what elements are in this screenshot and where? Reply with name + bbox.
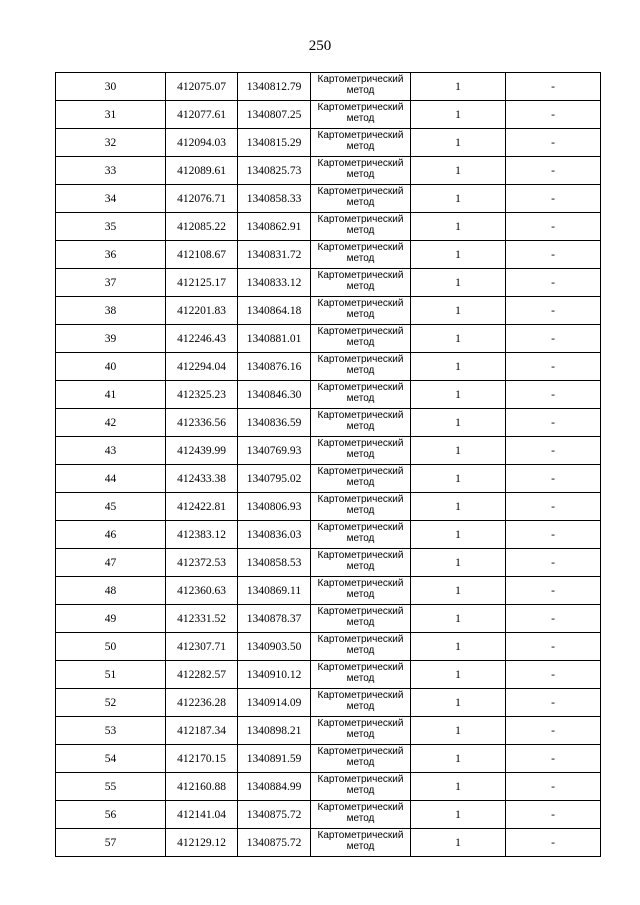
note-cell: - (506, 381, 601, 409)
method-cell (311, 437, 411, 465)
method-cell (311, 801, 411, 829)
method-text-line1: Картометрический (317, 270, 404, 281)
note-cell: - (506, 521, 601, 549)
point-number-cell: 54 (56, 745, 166, 773)
y-coordinate-cell: 1340831.72 (238, 241, 311, 269)
method-text-line2: метод (346, 561, 375, 572)
table-row (56, 493, 601, 521)
method-text-line1: Картометрический (317, 522, 404, 533)
method-text-line1: Картометрический (317, 718, 404, 729)
method-text-line2: метод (346, 365, 375, 376)
note-cell: - (506, 549, 601, 577)
x-coordinate-cell: 412433.38 (166, 465, 238, 493)
accuracy-cell: 1 (411, 381, 506, 409)
point-number-cell: 56 (56, 801, 166, 829)
x-coordinate-cell: 412201.83 (166, 297, 238, 325)
method-text-line1: Картометрический (317, 354, 404, 365)
method-cell (311, 773, 411, 801)
method-text-line1: Картометрический (317, 130, 404, 141)
method-text-line2: метод (346, 85, 375, 96)
table-row (56, 241, 601, 269)
page-number: 250 (308, 38, 332, 54)
y-coordinate-cell: 1340812.79 (238, 73, 311, 101)
note-cell: - (506, 353, 601, 381)
x-coordinate-cell: 412085.22 (166, 213, 238, 241)
note-cell: - (506, 633, 601, 661)
method-cell (311, 381, 411, 409)
x-coordinate-cell: 412372.53 (166, 549, 238, 577)
method-cell (311, 157, 411, 185)
method-cell (311, 269, 411, 297)
accuracy-cell: 1 (411, 549, 506, 577)
method-text-line2: метод (346, 113, 375, 124)
accuracy-cell: 1 (411, 241, 506, 269)
table-row (56, 577, 601, 605)
y-coordinate-cell: 1340836.59 (238, 409, 311, 437)
note-cell: - (506, 437, 601, 465)
method-text-line1: Картометрический (317, 494, 404, 505)
accuracy-cell: 1 (411, 353, 506, 381)
note-cell: - (506, 73, 601, 101)
note-cell: - (506, 325, 601, 353)
method-text-line2: метод (346, 813, 375, 824)
method-text-line2: метод (346, 533, 375, 544)
x-coordinate-cell: 412125.17 (166, 269, 238, 297)
accuracy-cell: 1 (411, 437, 506, 465)
method-text-line1: Картометрический (317, 802, 404, 813)
table-row (56, 717, 601, 745)
point-number-cell: 31 (56, 101, 166, 129)
method-text-line1: Картометрический (317, 606, 404, 617)
note-cell: - (506, 297, 601, 325)
method-text-line1: Картометрический (317, 242, 404, 253)
coordinates-table (55, 72, 601, 857)
x-coordinate-cell: 412360.63 (166, 577, 238, 605)
table-row (56, 381, 601, 409)
method-text-line2: метод (346, 337, 375, 348)
table-row (56, 101, 601, 129)
method-cell (311, 633, 411, 661)
accuracy-cell: 1 (411, 801, 506, 829)
point-number-cell: 55 (56, 773, 166, 801)
y-coordinate-cell: 1340769.93 (238, 437, 311, 465)
point-number-cell: 43 (56, 437, 166, 465)
x-coordinate-cell: 412439.99 (166, 437, 238, 465)
note-cell: - (506, 465, 601, 493)
y-coordinate-cell: 1340825.73 (238, 157, 311, 185)
note-cell: - (506, 801, 601, 829)
x-coordinate-cell: 412170.15 (166, 745, 238, 773)
x-coordinate-cell: 412336.56 (166, 409, 238, 437)
note-cell: - (506, 129, 601, 157)
method-cell (311, 297, 411, 325)
point-number-cell: 51 (56, 661, 166, 689)
x-coordinate-cell: 412294.04 (166, 353, 238, 381)
x-coordinate-cell: 412236.28 (166, 689, 238, 717)
point-number-cell: 40 (56, 353, 166, 381)
method-text-line2: метод (346, 309, 375, 320)
x-coordinate-cell: 412141.04 (166, 801, 238, 829)
note-cell: - (506, 185, 601, 213)
method-cell (311, 73, 411, 101)
table-body (56, 73, 601, 857)
accuracy-cell: 1 (411, 745, 506, 773)
method-text-line1: Картометрический (317, 662, 404, 673)
table-row (56, 437, 601, 465)
table-row (56, 213, 601, 241)
point-number-cell: 37 (56, 269, 166, 297)
accuracy-cell: 1 (411, 101, 506, 129)
method-text-line2: метод (346, 701, 375, 712)
method-cell (311, 689, 411, 717)
method-cell (311, 213, 411, 241)
point-number-cell: 34 (56, 185, 166, 213)
method-cell (311, 717, 411, 745)
method-text-line2: метод (346, 477, 375, 488)
method-text-line2: метод (346, 673, 375, 684)
accuracy-cell: 1 (411, 493, 506, 521)
point-number-cell: 47 (56, 549, 166, 577)
method-text-line2: метод (346, 785, 375, 796)
method-text-line1: Картометрический (317, 634, 404, 645)
y-coordinate-cell: 1340869.11 (238, 577, 311, 605)
x-coordinate-cell: 412076.71 (166, 185, 238, 213)
method-cell (311, 241, 411, 269)
method-text-line1: Картометрический (317, 102, 404, 113)
table-row (56, 745, 601, 773)
y-coordinate-cell: 1340862.91 (238, 213, 311, 241)
table-row (56, 269, 601, 297)
table-row (56, 157, 601, 185)
method-cell (311, 493, 411, 521)
method-cell (311, 577, 411, 605)
method-text-line1: Картометрический (317, 690, 404, 701)
y-coordinate-cell: 1340903.50 (238, 633, 311, 661)
note-cell: - (506, 157, 601, 185)
method-text-line1: Картометрический (317, 830, 404, 841)
accuracy-cell: 1 (411, 409, 506, 437)
method-cell (311, 353, 411, 381)
note-cell: - (506, 689, 601, 717)
point-number-cell: 38 (56, 297, 166, 325)
x-coordinate-cell: 412187.34 (166, 717, 238, 745)
method-text-line1: Картометрический (317, 438, 404, 449)
point-number-cell: 49 (56, 605, 166, 633)
x-coordinate-cell: 412325.23 (166, 381, 238, 409)
method-text-line1: Картометрический (317, 578, 404, 589)
method-text-line2: метод (346, 841, 375, 852)
method-text-line1: Картометрический (317, 214, 404, 225)
accuracy-cell: 1 (411, 157, 506, 185)
table-row (56, 325, 601, 353)
accuracy-cell: 1 (411, 325, 506, 353)
y-coordinate-cell: 1340875.72 (238, 801, 311, 829)
accuracy-cell: 1 (411, 465, 506, 493)
method-cell (311, 129, 411, 157)
table-row (56, 633, 601, 661)
note-cell: - (506, 661, 601, 689)
y-coordinate-cell: 1340806.93 (238, 493, 311, 521)
table-row (56, 773, 601, 801)
x-coordinate-cell: 412383.12 (166, 521, 238, 549)
method-text-line1: Картометрический (317, 550, 404, 561)
table-row (56, 801, 601, 829)
x-coordinate-cell: 412077.61 (166, 101, 238, 129)
point-number-cell: 30 (56, 73, 166, 101)
y-coordinate-cell: 1340876.16 (238, 353, 311, 381)
method-text-line1: Картометрический (317, 158, 404, 169)
note-cell: - (506, 409, 601, 437)
method-text-line1: Картометрический (317, 326, 404, 337)
method-text-line2: метод (346, 589, 375, 600)
note-cell: - (506, 577, 601, 605)
table-row (56, 73, 601, 101)
y-coordinate-cell: 1340875.72 (238, 829, 311, 857)
point-number-cell: 42 (56, 409, 166, 437)
note-cell: - (506, 241, 601, 269)
accuracy-cell: 1 (411, 73, 506, 101)
note-cell: - (506, 745, 601, 773)
y-coordinate-cell: 1340864.18 (238, 297, 311, 325)
method-text-line2: метод (346, 141, 375, 152)
method-cell (311, 325, 411, 353)
method-text-line1: Картометрический (317, 186, 404, 197)
y-coordinate-cell: 1340815.29 (238, 129, 311, 157)
x-coordinate-cell: 412282.57 (166, 661, 238, 689)
method-text-line2: метод (346, 225, 375, 236)
point-number-cell: 52 (56, 689, 166, 717)
method-text-line2: метод (346, 169, 375, 180)
method-text-line1: Картометрический (317, 466, 404, 477)
table-row (56, 605, 601, 633)
method-text-line2: метод (346, 197, 375, 208)
y-coordinate-cell: 1340878.37 (238, 605, 311, 633)
accuracy-cell: 1 (411, 661, 506, 689)
note-cell: - (506, 269, 601, 297)
y-coordinate-cell: 1340833.12 (238, 269, 311, 297)
table-row (56, 297, 601, 325)
accuracy-cell: 1 (411, 829, 506, 857)
point-number-cell: 53 (56, 717, 166, 745)
method-text-line2: метод (346, 617, 375, 628)
method-cell (311, 521, 411, 549)
accuracy-cell: 1 (411, 521, 506, 549)
note-cell: - (506, 605, 601, 633)
method-cell (311, 409, 411, 437)
y-coordinate-cell: 1340836.03 (238, 521, 311, 549)
point-number-cell: 50 (56, 633, 166, 661)
method-cell (311, 605, 411, 633)
method-text-line2: метод (346, 729, 375, 740)
y-coordinate-cell: 1340898.21 (238, 717, 311, 745)
x-coordinate-cell: 412108.67 (166, 241, 238, 269)
method-text-line1: Картометрический (317, 410, 404, 421)
method-cell (311, 829, 411, 857)
table-row (56, 353, 601, 381)
table-row (56, 661, 601, 689)
y-coordinate-cell: 1340910.12 (238, 661, 311, 689)
note-cell: - (506, 773, 601, 801)
point-number-cell: 46 (56, 521, 166, 549)
method-text-line1: Картометрический (317, 382, 404, 393)
accuracy-cell: 1 (411, 773, 506, 801)
table-row (56, 409, 601, 437)
method-cell (311, 661, 411, 689)
y-coordinate-cell: 1340807.25 (238, 101, 311, 129)
method-text-line1: Картометрический (317, 298, 404, 309)
method-text-line1: Картометрический (317, 74, 404, 85)
accuracy-cell: 1 (411, 717, 506, 745)
method-text-line1: Картометрический (317, 746, 404, 757)
table-row (56, 829, 601, 857)
x-coordinate-cell: 412075.07 (166, 73, 238, 101)
method-text-line2: метод (346, 253, 375, 264)
point-number-cell: 41 (56, 381, 166, 409)
accuracy-cell: 1 (411, 213, 506, 241)
point-number-cell: 32 (56, 129, 166, 157)
note-cell: - (506, 829, 601, 857)
x-coordinate-cell: 412094.03 (166, 129, 238, 157)
table-row (56, 129, 601, 157)
point-number-cell: 48 (56, 577, 166, 605)
accuracy-cell: 1 (411, 633, 506, 661)
y-coordinate-cell: 1340858.33 (238, 185, 311, 213)
y-coordinate-cell: 1340846.30 (238, 381, 311, 409)
point-number-cell: 44 (56, 465, 166, 493)
note-cell: - (506, 101, 601, 129)
point-number-cell: 35 (56, 213, 166, 241)
y-coordinate-cell: 1340891.59 (238, 745, 311, 773)
y-coordinate-cell: 1340858.53 (238, 549, 311, 577)
note-cell: - (506, 717, 601, 745)
method-cell (311, 185, 411, 213)
method-cell (311, 465, 411, 493)
table-row (56, 465, 601, 493)
y-coordinate-cell: 1340881.01 (238, 325, 311, 353)
method-cell (311, 101, 411, 129)
x-coordinate-cell: 412246.43 (166, 325, 238, 353)
x-coordinate-cell: 412089.61 (166, 157, 238, 185)
accuracy-cell: 1 (411, 185, 506, 213)
x-coordinate-cell: 412160.88 (166, 773, 238, 801)
method-text-line2: метод (346, 645, 375, 656)
note-cell: - (506, 493, 601, 521)
x-coordinate-cell: 412422.81 (166, 493, 238, 521)
note-cell: - (506, 213, 601, 241)
table-row (56, 549, 601, 577)
x-coordinate-cell: 412307.71 (166, 633, 238, 661)
x-coordinate-cell: 412331.52 (166, 605, 238, 633)
method-cell (311, 549, 411, 577)
y-coordinate-cell: 1340914.09 (238, 689, 311, 717)
method-text-line2: метод (346, 505, 375, 516)
method-text-line1: Картометрический (317, 774, 404, 785)
accuracy-cell: 1 (411, 577, 506, 605)
method-text-line2: метод (346, 449, 375, 460)
method-text-line2: метод (346, 421, 375, 432)
table-row (56, 689, 601, 717)
method-cell (311, 745, 411, 773)
accuracy-cell: 1 (411, 689, 506, 717)
accuracy-cell: 1 (411, 269, 506, 297)
method-text-line2: метод (346, 393, 375, 404)
accuracy-cell: 1 (411, 129, 506, 157)
point-number-cell: 57 (56, 829, 166, 857)
method-text-line2: метод (346, 281, 375, 292)
point-number-cell: 33 (56, 157, 166, 185)
accuracy-cell: 1 (411, 297, 506, 325)
x-coordinate-cell: 412129.12 (166, 829, 238, 857)
table-row (56, 185, 601, 213)
method-text-line2: метод (346, 757, 375, 768)
point-number-cell: 36 (56, 241, 166, 269)
table-row (56, 521, 601, 549)
point-number-cell: 45 (56, 493, 166, 521)
point-number-cell: 39 (56, 325, 166, 353)
y-coordinate-cell: 1340795.02 (238, 465, 311, 493)
accuracy-cell: 1 (411, 605, 506, 633)
y-coordinate-cell: 1340884.99 (238, 773, 311, 801)
